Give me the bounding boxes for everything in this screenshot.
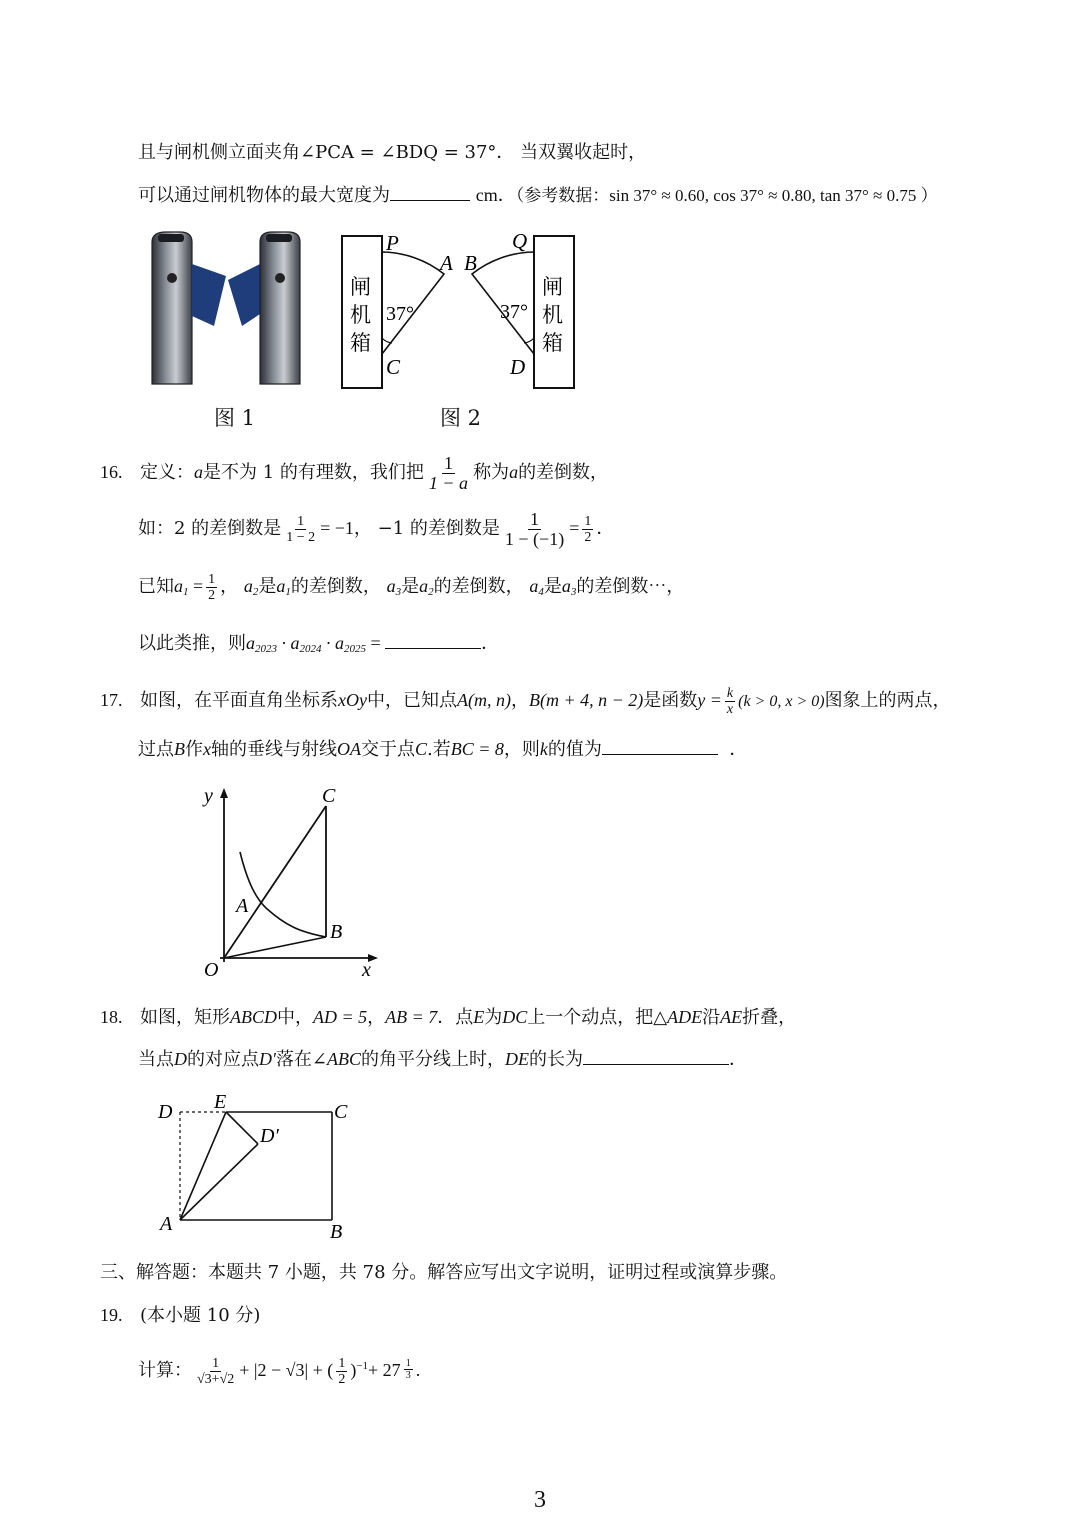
fig2-label-C: C: [386, 355, 401, 379]
q15-answer-blank[interactable]: [390, 184, 470, 201]
q15-line2: 可以通过闸机物体的最大宽度为 cm．（参考数据：sin 37° ≈ 0.60, cos 37° ≈ 0.80, tan 37° ≈ 0.75 ）: [138, 185, 938, 206]
q18-line1: 18. 如图，矩形ABCD中，AD = 5，AB = 7．点E为DC上一个动点，把△ADE沿AE折叠，: [100, 1007, 797, 1028]
fig2-left-box-char2: 机: [350, 303, 371, 327]
q16-line2: 如：2 的差倒数是 $\frac{1}{1 - 2}$ = −1， −1 的差倒数是 $\frac{1}{1 - (-1)}$ = $\frac{1}{2}$ ．: [138, 508, 615, 549]
q18-label-C: C: [334, 1101, 348, 1123]
q18-figure: [156, 1092, 356, 1242]
q15-figure-2: [340, 229, 580, 392]
fig2-right-box-char2: 机: [542, 303, 563, 327]
q16-line4: 以此类推，则$a_{2023} \cdot a_{2024} \cdot a_{2025}$ = ．: [138, 633, 500, 655]
section-3-heading: 三、解答题：本题共 7 小题，共 78 分。解答应写出文字说明，证明过程或演算步骤。: [100, 1262, 788, 1283]
q18-label-D: D: [158, 1101, 173, 1123]
left-wing: [192, 264, 226, 326]
fig2-right-box-char1: 闸: [542, 275, 563, 299]
q18-line2: 当点D的对应点D′落在∠ABC的角平分线上时，DE的长为 ．: [138, 1049, 748, 1070]
q18-label-A: A: [160, 1213, 173, 1235]
q17-label-x: x: [362, 959, 371, 981]
fig2-right-box-char3: 箱: [542, 331, 563, 355]
fig2-label-A: A: [440, 251, 453, 275]
q18-answer-blank[interactable]: [583, 1048, 729, 1065]
fig2-label-Q: Q: [512, 229, 528, 253]
q17-label-B: B: [330, 921, 343, 943]
q16-answer-blank[interactable]: [385, 632, 481, 649]
left-gate-box: [152, 232, 192, 384]
q17-figure: [196, 780, 396, 980]
right-wing: [228, 264, 260, 326]
q16-line3: 已知$a_1$ = $\frac{1}{2}$ ， $a_2$是$a_1$的差倒数， $a_3$是$a_2$的差倒数， $a_4$是$a_3$的差倒数⋯，: [138, 571, 685, 603]
page-number: 3: [534, 1487, 546, 1513]
fig2-angle-left: 37°: [386, 303, 414, 325]
fig2-label-P: P: [386, 231, 399, 255]
q18-label-D-prime: D′: [260, 1125, 279, 1147]
right-gate-box: [260, 232, 300, 384]
q19-expression: 计算： $\frac{1}{√3+√2}$ + |2 − √3| + ( $\frac{1}{2}$ )$^{-1}$+ 27 $\frac{1}{3}$ .: [138, 1355, 421, 1387]
q15-line1-text: 且与闸机侧立面夹角∠PCA = ∠BDQ = 37°． 当双翼收起时，: [138, 142, 647, 163]
q16-def-fraction: $\frac{1}{1 - a}$: [428, 452, 469, 493]
q17-label-y: y: [204, 785, 213, 807]
q15-figure-1: [148, 228, 318, 388]
q15-fig1-caption: 图 1: [214, 406, 256, 430]
q17-answer-blank[interactable]: [602, 738, 718, 755]
q18-label-E: E: [214, 1091, 227, 1113]
q17-line1: 17. 如图，在平面直角坐标系xOy中，已知点A(m, n)，B(m + 4, n − 2)是函数y = $\frac{k}{x}$ (k > 0, x > 0)图象上的两点，: [100, 685, 951, 717]
q17-label-C: C: [322, 785, 336, 807]
q19-header: 19. (本小题 10 分): [100, 1305, 261, 1326]
q15-line1: [138, 142, 646, 164]
q17-label-O: O: [204, 959, 219, 981]
q15-fig2-caption: 图 2: [440, 406, 482, 430]
fig2-left-box-char1: 闸: [350, 275, 371, 299]
q17-line2: 过点B作x轴的垂线与射线OA交于点C.若BC = 8，则k的值为 ．: [138, 739, 748, 760]
q18-label-B: B: [330, 1221, 343, 1243]
fig2-left-box-char3: 箱: [350, 331, 371, 355]
fig2-label-D: D: [510, 355, 526, 379]
q16-line1: 16. 定义：a是不为 1 的有理数，我们把 $\frac{1}{1 - a}$ 称为a的差倒数，: [100, 452, 609, 493]
fig2-label-B: B: [464, 251, 477, 275]
q17-label-A: A: [236, 895, 249, 917]
fig2-angle-right: 37°: [500, 301, 528, 323]
